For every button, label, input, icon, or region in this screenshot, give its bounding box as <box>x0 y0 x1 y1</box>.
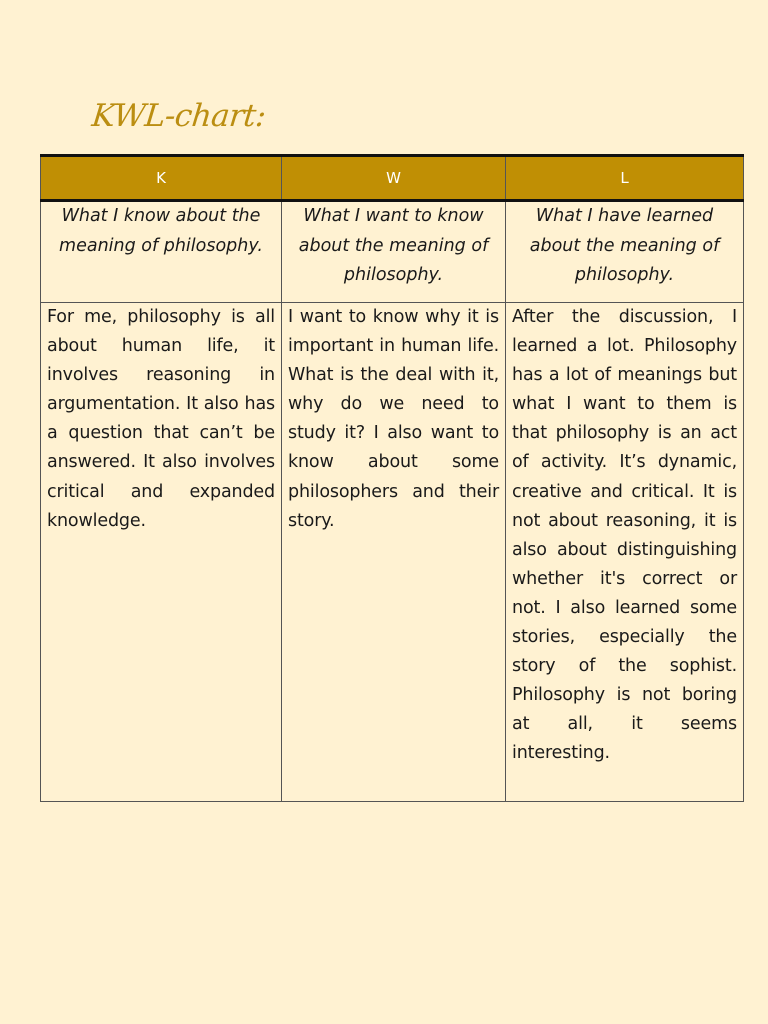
response-w: I want to know why it is important in human life. What is the deal with it, why do we need to study it? I also want to know about some philosophers and their story. <box>282 303 506 802</box>
column-header-k: K <box>41 156 282 201</box>
prompt-k: What I know about the meaning of philosophy. <box>41 201 282 303</box>
response-l: After the discussion, I learned a lot. Philosophy has a lot of meanings but what I want to them is that philosophy is an act of activity. It’s dynamic, creative and critical. It is not about reasoning, it is also about distinguishing whether it's correct or not. I also learned some stories, especially the story of the sophist. Philosophy is not boring at all, it seems interesting. <box>506 303 744 802</box>
header-row <box>41 156 744 201</box>
page-title: KWL-chart: <box>90 98 268 134</box>
kwl-table <box>40 154 744 802</box>
column-header-l: L <box>506 156 744 201</box>
response-row <box>41 303 744 802</box>
response-k: For me, philosophy is all about human life, it involves reasoning in argumentation. It also has a question that can’t be answered. It also involves critical and expanded knowledge. <box>41 303 282 802</box>
prompt-row <box>41 201 744 303</box>
prompt-w: What I want to know about the meaning of philosophy. <box>282 201 506 303</box>
column-header-w: W <box>282 156 506 201</box>
prompt-l: What I have learned about the meaning of philosophy. <box>506 201 744 303</box>
